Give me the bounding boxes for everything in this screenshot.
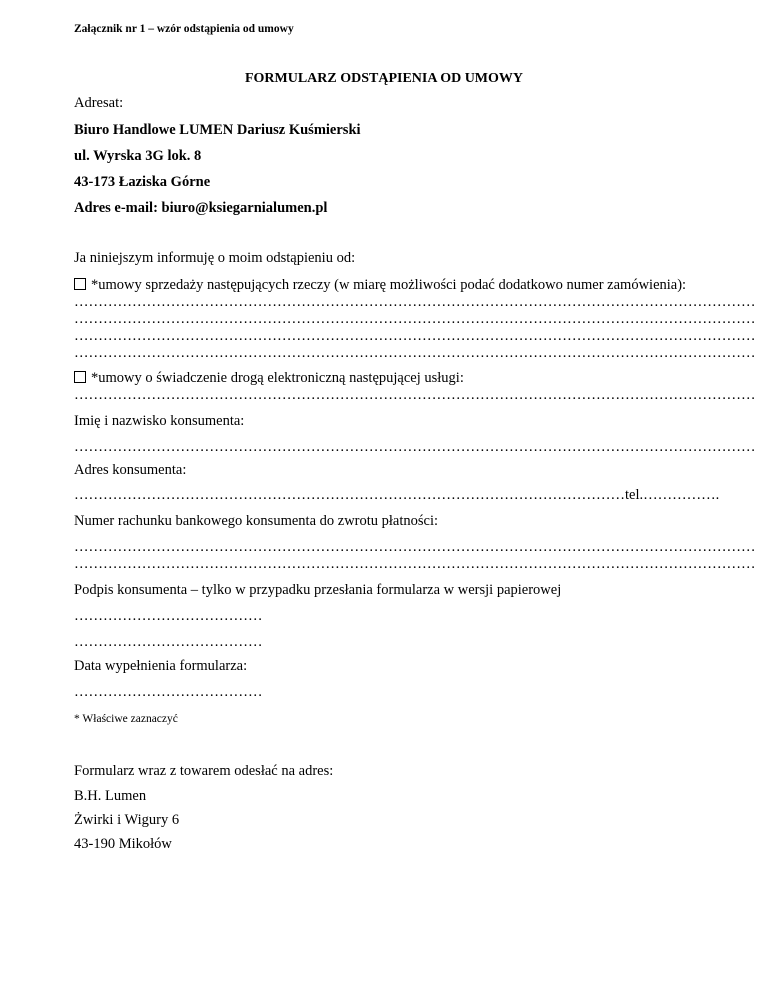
attachment-header: Załącznik nr 1 – wzór odstąpienia od umowy	[74, 23, 294, 35]
return-street: Żwirki i Wigury 6	[74, 812, 180, 828]
addressee-street: ul. Wyrska 3G lok. 8	[74, 148, 202, 164]
goods-line-4[interactable]: ……………………………………………………………………………………………………………………………	[74, 345, 756, 361]
option-goods-label: *umowy sprzedaży następujących rzeczy (w miarę możliwości podać dodatkowo numer zamówienia):	[91, 277, 687, 293]
services-line[interactable]: ……………………………………………………………………………………………………………………………	[74, 387, 756, 403]
footnote: * Właściwe zaznaczyć	[74, 713, 178, 725]
consumer-address-label: Adres konsumenta:	[74, 462, 187, 478]
return-address-label: Formularz wraz z towarem odesłać na adres:	[74, 763, 334, 779]
signature-label: Podpis konsumenta – tylko w przypadku przesłania formularza w wersji papierowej	[74, 582, 562, 598]
option-services-label: *umowy o świadczenie drogą elektroniczną następującej usługi:	[91, 370, 464, 386]
tel-label: tel.	[625, 487, 644, 503]
bank-account-line-1[interactable]: ……………………………………………………………………………………………………………………………	[74, 539, 756, 555]
consumer-name-line[interactable]: ……………………………………………………………………………………………………………………………	[74, 439, 756, 455]
goods-line-3[interactable]: ……………………………………………………………………………………………………………………………	[74, 328, 756, 344]
form-title: FORMULARZ ODSTĄPIENIA OD UMOWY	[244, 71, 524, 86]
date-line[interactable]: …………………………………	[74, 684, 263, 700]
bank-account-label: Numer rachunku bankowego konsumenta do zwrotu płatności:	[74, 513, 439, 529]
addressee-city: 43-173 Łaziska Górne	[74, 174, 211, 190]
goods-line-2[interactable]: ……………………………………………………………………………………………………………………………	[74, 311, 756, 327]
checkbox-goods[interactable]	[74, 278, 86, 290]
return-name: B.H. Lumen	[74, 788, 147, 804]
consumer-name-label: Imię i nazwisko konsumenta:	[74, 413, 245, 429]
withdrawal-intro: Ja niniejszym informuję o moim odstąpieniu od:	[74, 250, 356, 266]
addressee-label: Adresat:	[74, 95, 124, 111]
date-label: Data wypełnienia formularza:	[74, 658, 248, 674]
goods-line-1[interactable]: ……………………………………………………………………………………………………………………………	[74, 294, 756, 310]
option-goods	[74, 276, 686, 294]
checkbox-services[interactable]	[74, 371, 86, 383]
option-services	[74, 369, 464, 387]
consumer-address-line[interactable]: ……………………………………………………………………………………………………tel.…………….	[74, 487, 720, 503]
addressee-email: Adres e-mail: biuro@ksiegarnialumen.pl	[74, 200, 328, 216]
signature-line-2[interactable]: …………………………………	[74, 634, 263, 650]
signature-line-1[interactable]: …………………………………	[74, 608, 263, 624]
return-city: 43-190 Mikołów	[74, 836, 172, 852]
bank-account-line-2[interactable]: ……………………………………………………………………………………………………………………………	[74, 556, 756, 572]
addressee-name: Biuro Handlowe LUMEN Dariusz Kuśmierski	[74, 122, 361, 138]
